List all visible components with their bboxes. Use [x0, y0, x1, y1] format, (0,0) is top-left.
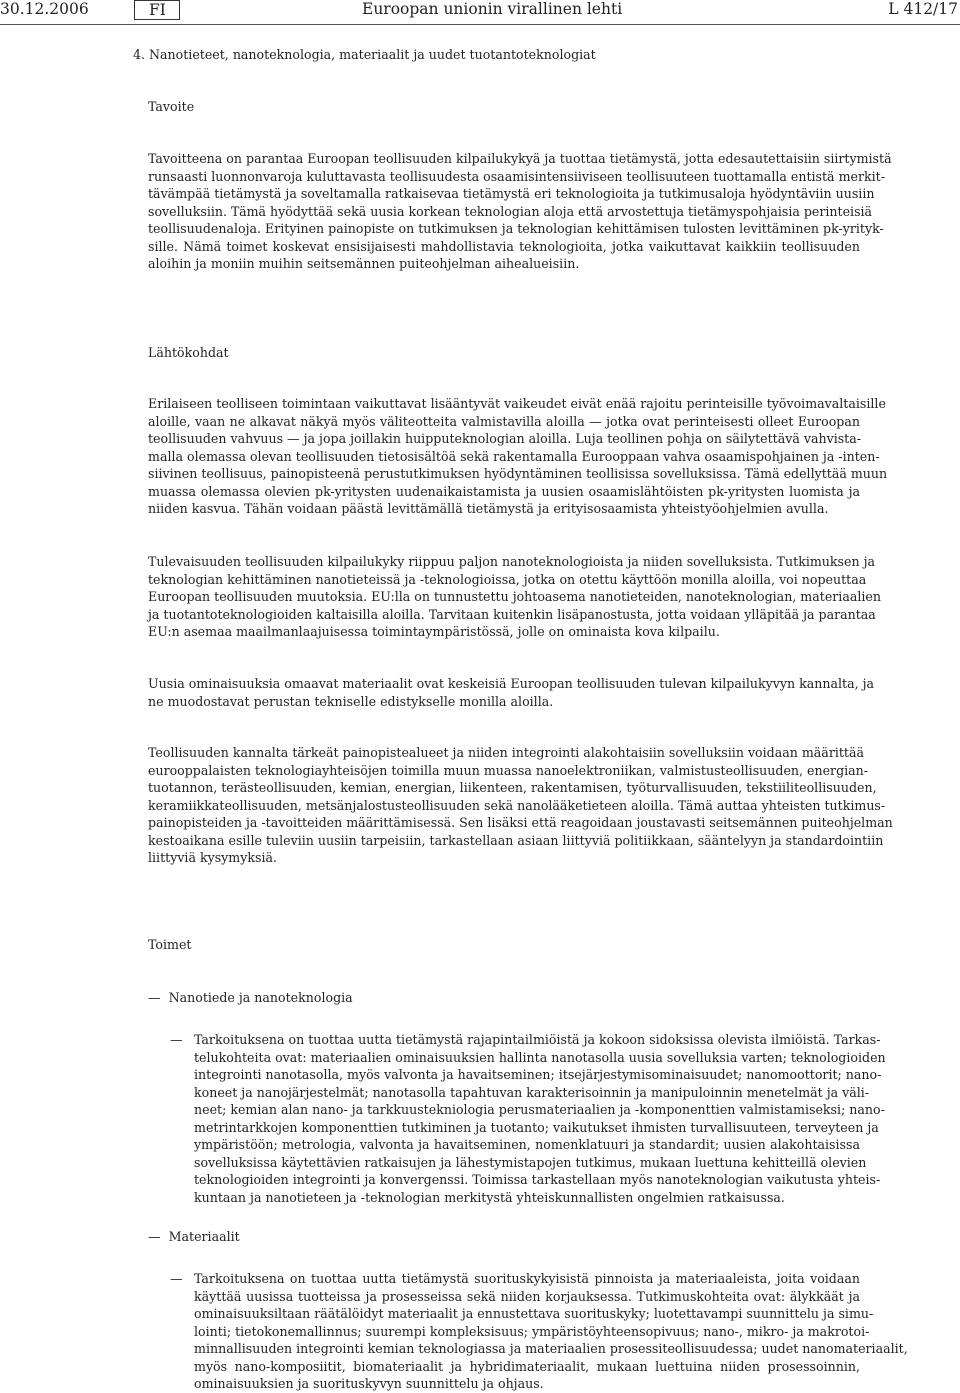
list-item-label: Nanotiede ja nanoteknologia — [168, 990, 353, 1005]
paragraph-line: Tulevaisuuden teollisuuden kilpailukyky riippuu paljon nanoteknologioista ja niiden sovelluksista. Tutkimuksen ja — [148, 554, 875, 569]
language-code-box: FI — [134, 0, 180, 20]
tavoite-heading: Tavoite — [148, 99, 195, 114]
paragraph-line: integrointi nanotasolla, myös valvonta ja havaitseminen; itsejärjestymisominaisuudet; nanomoottorit; nano- — [194, 1067, 882, 1082]
paragraph-line: koneet ja nanojärjestelmät; nanotasolla tapahtuvan karakterisoinnin ja manipuloinnin menetelmät ja väli- — [194, 1084, 870, 1100]
toimet-heading: Toimet — [148, 937, 192, 952]
paragraph-line: Tarkoituksena on tuottaa uutta tietämystä suorituskykyisistä pinnoista ja materiaaleista, joita voidaan — [194, 1271, 860, 1286]
lahtokohdat-paragraph-1 — [148, 395, 888, 518]
lahtokohdat-heading: Lähtökohdat — [148, 345, 229, 360]
tavoite-paragraph — [148, 150, 892, 273]
paragraph-line: käyttää uusissa tuotteissa ja prosesseissa sekä niiden korjauksessa. Tutkimuskohteita ovat: älykkäät ja — [194, 1288, 860, 1304]
paragraph-line: myös nano-komposiitit, biomateriaalit ja hybridimateriaalit, mukaan luettuina niiden prosessoinnin, — [194, 1358, 860, 1374]
paragraph-line: Uusia ominaisuuksia omaavat materiaalit ovat keskeisiä Euroopan teollisuuden tulevan kilpailukyvyn kannalta, ja — [148, 676, 875, 691]
paragraph-line: tävämpää tietämystä ja soveltamalla ratkaisevaa tietämystä eri teknologioita ja tutkimusaloja hyödyntäviin uusiin — [148, 186, 875, 201]
paragraph-line: aloille, vaan ne alkavat näkyä myös väliteotteita valmistavilla aloilla — jotka ovat perinteisesti olleet Euroopan — [148, 413, 860, 429]
journal-title: Euroopan unionin virallinen lehti — [362, 0, 623, 18]
paragraph-line: telukohteita ovat: materiaalien ominaisuuksien hallinta nanotasolla uusia sovelluksia varten; teknologioiden — [194, 1049, 886, 1065]
paragraph-line: niiden kasvua. Tähän voidaan päästä levittämällä tietämystä ja erityisosaamista yhteistyöohjelmien avulla. — [148, 501, 829, 516]
paragraph-line: malla olemassa olevan teollisuuden tietosisältöä sekä rakentamalla Eurooppaan vahva osaamispohjainen ja -inten- — [148, 448, 880, 464]
paragraph-line: EU:n asemaa maailmanlaajuisessa toimintaympäristössä, jolle on ominaista kova kilpailu. — [148, 624, 720, 639]
paragraph-line: painopisteiden ja -tavoitteiden määrittämisessä. Sen lisäksi että reagoidaan joustavasti seitsemännen puiteohjelman — [148, 815, 893, 830]
paragraph-line: teollisuudenaloja. Erityinen painopiste on tutkimuksen ja teknologian kehittämisen tulosten levittäminen pk-yrityk- — [148, 221, 884, 236]
paragraph-line: Erilaiseen teolliseen toimintaan vaikuttavat lisääntyvät vaikeudet eivät enää rajoitu perinteisille työvoimavaltaisille — [148, 396, 886, 411]
paragraph-line: metrintarkkojen komponenttien tutkiminen ja tuotanto; vaikutukset ihmisten turvallisuuteen, terveyteen ja — [194, 1119, 879, 1135]
page-header — [0, 0, 960, 25]
em-dash-marker: — — [170, 1032, 183, 1047]
paragraph-line: siivinen teollisuus, painopisteenä perustutkimuksen hyödyntäminen teollisissa sovelluksissa. Tämä edellyttää muun — [148, 466, 888, 481]
paragraph-line: Tavoitteena on parantaa Euroopan teollisuuden kilpailukykyä ja tuottaa tietämystä, jotta edesautettaisiin siirtymistä — [148, 151, 892, 166]
paragraph-line: minnallisuuden integrointi kemian teknologiassa ja materiaalien prosessiteollisuudessa; uudet nanomateriaalit, — [194, 1341, 908, 1356]
paragraph-line: sovelluksissa käytettävien ratkaisujen ja lähestymistapojen tutkimus, mukaan luettuna kehitteillä olevien — [194, 1154, 867, 1170]
paragraph-line: teknologioiden integrointi ja konvergenssi. Toimissa tarkastellaan myös nanoteknologian vaikutusta yhteis- — [194, 1172, 881, 1187]
paragraph-line: teollisuuden vahvuus — ja jopa joillakin huipputeknologian aloilla. Luja teollinen pohja on säilytettävä vahvista- — [148, 431, 862, 446]
paragraph-line: sille. Nämä toimet koskevat ensisijaisesti mahdollistavia teknologioita, jotka vaikuttavat kaikkiin teollisuuden — [148, 238, 860, 254]
paragraph-line: sovelluksiin. Tämä hyödyttää sekä uusia korkean teknologian aloja että arvostettuja tietämyspohjaisia perinteisiä — [148, 203, 873, 219]
list-item-materiaalit — [148, 1228, 240, 1246]
paragraph-line: ympäristöön; metrologia, valvonta ja havaitseminen, nomenklatuuri ja standardit; uusien alakohtaisissa — [194, 1137, 860, 1152]
list-item-label: Materiaalit — [168, 1229, 240, 1244]
list-item-nanotiede — [148, 989, 353, 1007]
paragraph-line: tuotannon, terästeollisuuden, kemian, energian, liikenteen, rakentamisen, työturvallisuuden, tekstiiliteollisuuden, — [148, 780, 877, 795]
paragraph-line: Teollisuuden kannalta tärkeät painopistealueet ja niiden integrointi alakohtaisiin sovelluksiin voidaan määrittää — [148, 745, 865, 760]
paragraph-line: teknologian kehittäminen nanotieteissä ja -teknologioissa, jotka on otettu käyttöön monilla aloilla, voi nopeuttaa — [148, 571, 867, 587]
paragraph-line: kuntaan ja nanotieteen ja -teknologian merkitystä yhteiskunnallisten ongelmien ratkaisussa. — [194, 1189, 785, 1205]
paragraph-line: aloihin ja moniin muihin seitsemännen puiteohjelman aihealueisiin. — [148, 256, 580, 271]
paragraph-line: ne muodostavat perustan tekniselle edistykselle monilla aloilla. — [148, 693, 554, 709]
page-reference: L 412/17 — [888, 0, 958, 18]
paragraph-line: lointi; tietokonemallinnus; suurempi kompleksisuus; ympäristöyhteensopivuus; nano-, mikro- ja makrotoi- — [194, 1323, 870, 1339]
em-dash-marker: — — [148, 990, 161, 1005]
paragraph-line: eurooppalaisten teknologiayhteisöjen toimilla muun muassa nanoelektroniikan, valmistusteollisuuden, energian- — [148, 762, 869, 778]
section-title: 4. Nanotieteet, nanoteknologia, materiaalit ja uudet tuotantoteknologiat — [133, 47, 596, 62]
paragraph-line: ja tuotantoteknologioiden kaltaisilla aloilla. Tarvitaan kuitenkin lisäpanostusta, jotta voidaan ylläpitää ja parantaa — [148, 606, 876, 622]
lahtokohdat-paragraph-2 — [148, 553, 881, 641]
lahtokohdat-paragraph-3 — [148, 675, 875, 710]
paragraph-line: muassa olemassa olevien pk-yritysten uudenaikaistamista ja uusien osaamislähtöisten pk-yritysten luomista ja — [148, 483, 860, 499]
lahtokohdat-paragraph-4 — [148, 744, 893, 867]
em-dash-marker: — — [148, 1229, 161, 1244]
paragraph-line: Euroopan teollisuuden muutoksia. EU:lla on tunnustettu johtoasema nanotieteiden, nanoteknologian, materiaalien — [148, 589, 881, 604]
paragraph-line: ominaisuuksien ja suorituskyvyn suunnittelu ja ohjaus. — [194, 1376, 544, 1391]
paragraph-line: runsaasti luonnonvaroja kuluttavasta teollisuudesta osaamisintensiiviseen teollisuuteen tuottamalla entistä merkit- — [148, 168, 885, 184]
paragraph-line: liittyviä kysymyksiä. — [148, 850, 277, 865]
paragraph-line: keramiikkateollisuuden, metsänjalostusteollisuuden sekä nanolääketieteen aloilla. Tämä auttaa yhteisten tutkimus- — [148, 797, 886, 813]
publication-date: 30.12.2006 — [0, 0, 89, 18]
paragraph-line: ominaisuuksiltaan räätälöidyt materiaalit ja ennustettava suorituskyky; luotettavampi suunnittelu ja simu- — [194, 1306, 874, 1321]
paragraph-line: kestoaikana esille tuleviin uusiin tarpeisiin, tarkastellaan asiaan liittyviä politiikkaan, sääntelyyn ja standardointiin — [148, 832, 884, 848]
paragraph-line: Tarkoituksena on tuottaa uutta tietämystä rajapintailmiöistä ja kokoon sidoksissa olevista ilmiöistä. Tarkas- — [194, 1032, 881, 1047]
em-dash-marker: — — [170, 1271, 183, 1286]
paragraph-line: neet; kemian alan nano- ja tarkkuustekniologia perusmateriaalien ja -komponenttien valmistamiseksi; nano- — [194, 1102, 885, 1117]
